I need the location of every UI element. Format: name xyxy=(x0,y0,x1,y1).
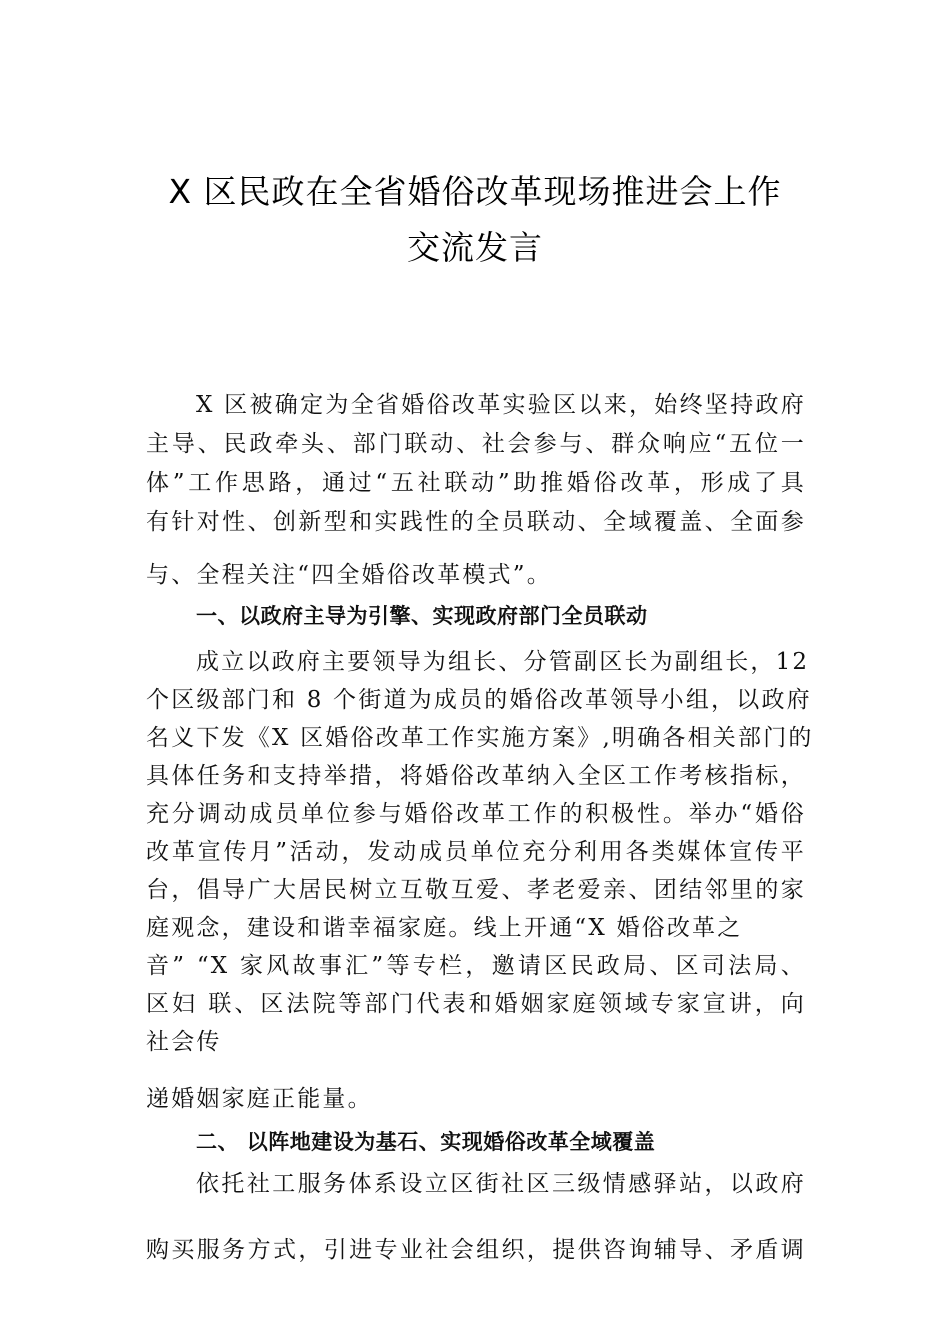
paragraph-line: X 区被确定为全省婚俗改革实验区以来，始终坚持政府 xyxy=(196,392,806,418)
paragraph-line: 改革宣传月”活动，发动成员单位充分利用各类媒体宣传平 xyxy=(146,839,806,865)
document-title-line-2: 交流发言 xyxy=(407,228,543,267)
paragraph-line: 名义下发《X 区婚俗改革工作实施方案》,明确各相关部门的 xyxy=(146,725,814,751)
paragraph-line: 充分调动成员单位参与婚俗改革工作的积极性。举办“婚俗 xyxy=(146,801,806,827)
section-heading-1: 一、以政府主导为引擎、实现政府部门全员联动 xyxy=(196,604,648,628)
paragraph-line: 个区级部门和 8 个街道为成员的婚俗改革领导小组，以政府 xyxy=(146,687,812,713)
paragraph-line: 区妇 联、区法院等部门代表和婚姻家庭领域专家宣讲，向 xyxy=(146,991,806,1017)
paragraph-line: 体”工作思路，通过“五社联动”助推婚俗改革，形成了具 xyxy=(146,470,806,496)
document-title-line-1: X 区民政在全省婚俗改革现场推进会上作 xyxy=(168,172,782,211)
paragraph-line: 社会传 xyxy=(146,1029,222,1055)
paragraph-line: 具体任务和支持举措，将婚俗改革纳入全区工作考核指标， xyxy=(146,763,806,789)
paragraph-line: 音” “X 家风故事汇”等专栏，邀请区民政局、区司法局、 xyxy=(146,953,806,979)
paragraph-line: 递婚姻家庭正能量。 xyxy=(146,1086,373,1112)
paragraph-line: 台，倡导广大居民树立互敬互爱、孝老爱亲、团结邻里的家 xyxy=(146,877,806,903)
paragraph-line: 购买服务方式，引进专业社会组织，提供咨询辅导、矛盾调 xyxy=(146,1237,806,1263)
section-heading-2: 二、 以阵地建设为基石、实现婚俗改革全域覆盖 xyxy=(196,1130,656,1154)
paragraph-line: 有针对性、创新型和实践性的全员联动、全域覆盖、全面参 xyxy=(146,509,806,535)
paragraph-line: 庭观念，建设和谐幸福家庭。线上开通“X 婚俗改革之 xyxy=(146,915,743,941)
paragraph-line: 成立以政府主要领导为组长、分管副区长为副组长，12 xyxy=(196,649,810,675)
paragraph-line: 依托社工服务体系设立区街社区三级情感驿站，以政府 xyxy=(196,1171,806,1197)
paragraph-line: 与、全程关注“四全婚俗改革模式”。 xyxy=(146,562,552,588)
paragraph-line: 主导、民政牵头、部门联动、社会参与、群众响应“五位一 xyxy=(146,431,806,457)
